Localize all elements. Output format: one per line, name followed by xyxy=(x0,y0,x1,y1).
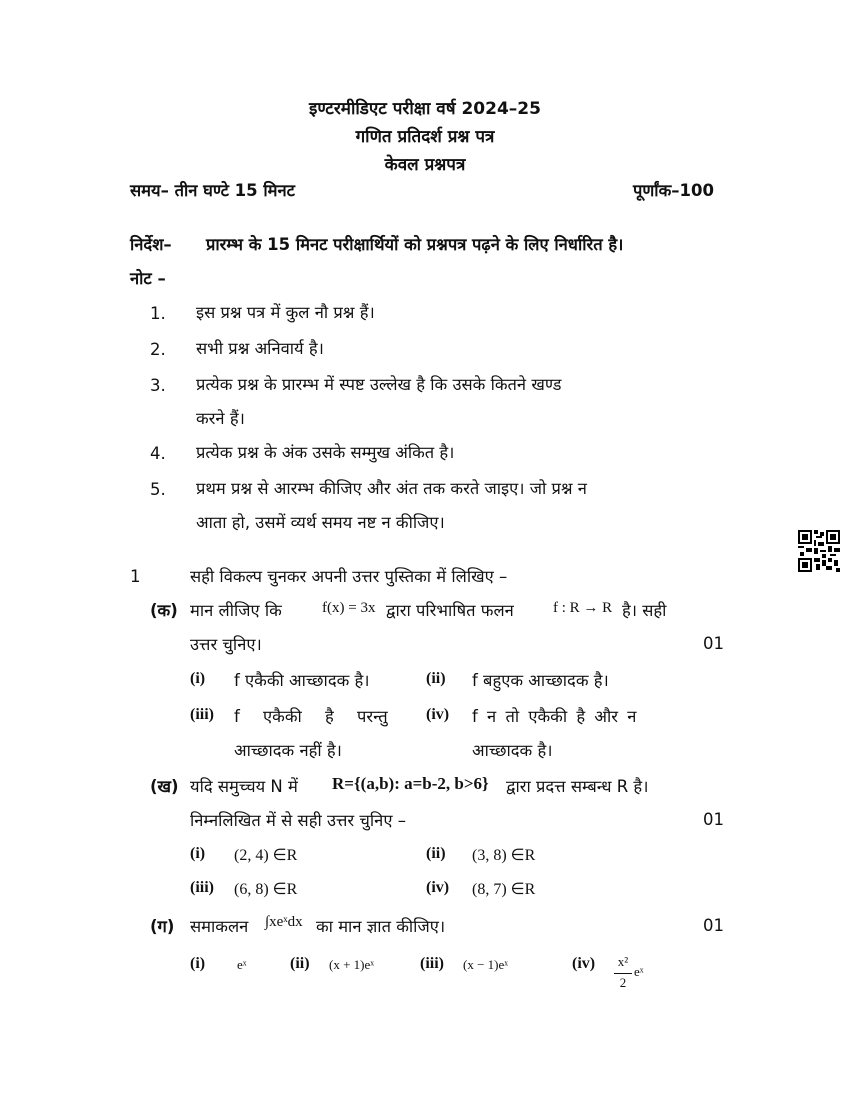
part-text-continued: उत्तर चुनिए। xyxy=(190,635,262,654)
option-text: (2, 4) ∈R xyxy=(234,847,298,864)
fraction-numerator: x² xyxy=(617,954,629,969)
option-text: (x + 1)eˣ xyxy=(329,957,375,972)
part-label: (क) xyxy=(150,601,178,620)
option-text: (6, 8) ∈R xyxy=(234,881,298,898)
part-text: का मान ज्ञात कीजिए। xyxy=(316,917,446,936)
part-label: (ख) xyxy=(150,777,179,796)
option-text: f बहुएक आच्छादक है। xyxy=(472,671,609,690)
exam-title: इण्टरमीडिएट परीक्षा वर्ष 2024–25 xyxy=(309,99,541,119)
part-text: समाकलन xyxy=(190,917,249,936)
option-text: f न तो एकैकी है और न xyxy=(472,707,637,726)
relation-expression: R={(a,b): a=b-2, b>6} xyxy=(332,774,489,793)
part-text: द्वारा प्रदत्त सम्बन्ध R है। xyxy=(506,777,649,796)
part-text-continued: निम्नलिखित में से सही उत्तर चुनिए – xyxy=(190,811,406,830)
note-number: 2. xyxy=(150,340,166,359)
paper-subject: गणित प्रतिदर्श प्रश्न पत्र xyxy=(355,127,495,147)
option-text: f एकैकी आच्छादक है। xyxy=(234,671,370,690)
option-text: (3, 8) ∈R xyxy=(472,847,536,864)
option-label: (iv) xyxy=(426,879,450,896)
integral-expression: ∫xeˣdx xyxy=(265,914,303,930)
note-number: 4. xyxy=(150,444,166,463)
time-allowed: समय– तीन घण्टे 15 मिनट xyxy=(130,181,295,200)
part-marks: 01 xyxy=(703,916,724,935)
option-label: (iv) xyxy=(426,706,450,723)
option-label: (ii) xyxy=(426,845,446,862)
part-marks: 01 xyxy=(703,634,724,653)
note-text: प्रथम प्रश्न से आरम्भ कीजिए और अंत तक करते जाइए। जो प्रश्न न xyxy=(196,479,587,498)
instruction-text: प्रारम्भ के 15 मिनट परीक्षार्थियों को प्रश्नपत्र पढ़ने के लिए निर्धारित है। xyxy=(206,235,624,254)
fraction-denominator: 2 xyxy=(619,975,627,990)
part-text: द्वारा परिभाषित फलन xyxy=(386,601,514,620)
question-number: 1 xyxy=(130,567,141,586)
part-text: यदि समुच्चय N में xyxy=(190,777,298,796)
option-label: (i) xyxy=(190,955,206,972)
note-text: प्रत्येक प्रश्न के प्रारम्भ में स्पष्ट उल्लेख है कि उसके कितने खण्ड xyxy=(196,375,562,394)
math-expression: f(x) = 3x xyxy=(322,600,376,616)
option-label: (iv) xyxy=(572,955,596,972)
math-expression: f : R → R xyxy=(553,600,613,616)
part-text: है। सही xyxy=(622,601,667,620)
fraction-bar xyxy=(614,973,632,974)
option-label: (i) xyxy=(190,670,206,687)
option-label: (iii) xyxy=(420,955,444,972)
option-label: (iii) xyxy=(190,879,214,896)
option-text: eˣ xyxy=(237,957,247,972)
option-label: (ii) xyxy=(290,955,310,972)
option-text-continued: आच्छादक है। xyxy=(472,741,553,760)
note-number: 5. xyxy=(150,480,166,499)
qr-code-icon xyxy=(798,530,840,572)
note-number: 1. xyxy=(150,304,166,323)
question-text: सही विकल्प चुनकर अपनी उत्तर पुस्तिका में लिखिए – xyxy=(190,567,508,586)
option-text-continued: आच्छादक नहीं है। xyxy=(234,741,342,760)
fraction-tail: eˣ xyxy=(634,964,644,979)
option-text: f एकैकी है परन्तु xyxy=(234,707,388,726)
note-text: इस प्रश्न पत्र में कुल नौ प्रश्न हैं। xyxy=(196,303,375,322)
option-label: (ii) xyxy=(426,670,446,687)
note-text: प्रत्येक प्रश्न के अंक उसके सम्मुख अंकित है। xyxy=(196,443,455,462)
note-text-continued: करने हैं। xyxy=(196,409,245,428)
note-number: 3. xyxy=(150,376,166,395)
option-label: (i) xyxy=(190,845,206,862)
option-text: (8, 7) ∈R xyxy=(472,881,536,898)
part-label: (ग) xyxy=(150,917,175,936)
option-text: (x − 1)eˣ xyxy=(463,957,509,972)
paper-type: केवल प्रश्नपत्र xyxy=(384,155,466,175)
note-label: नोट – xyxy=(130,269,166,288)
note-text-continued: आता हो, उसमें व्यर्थ समय नष्ट न कीजिए। xyxy=(196,513,445,532)
note-text: सभी प्रश्न अनिवार्य है। xyxy=(196,339,324,358)
total-marks: पूर्णांक–100 xyxy=(633,181,714,200)
option-label: (iii) xyxy=(190,706,214,723)
instruction-label: निर्देश– xyxy=(130,235,172,254)
part-text: मान लीजिए कि xyxy=(190,601,282,620)
part-marks: 01 xyxy=(703,810,724,829)
